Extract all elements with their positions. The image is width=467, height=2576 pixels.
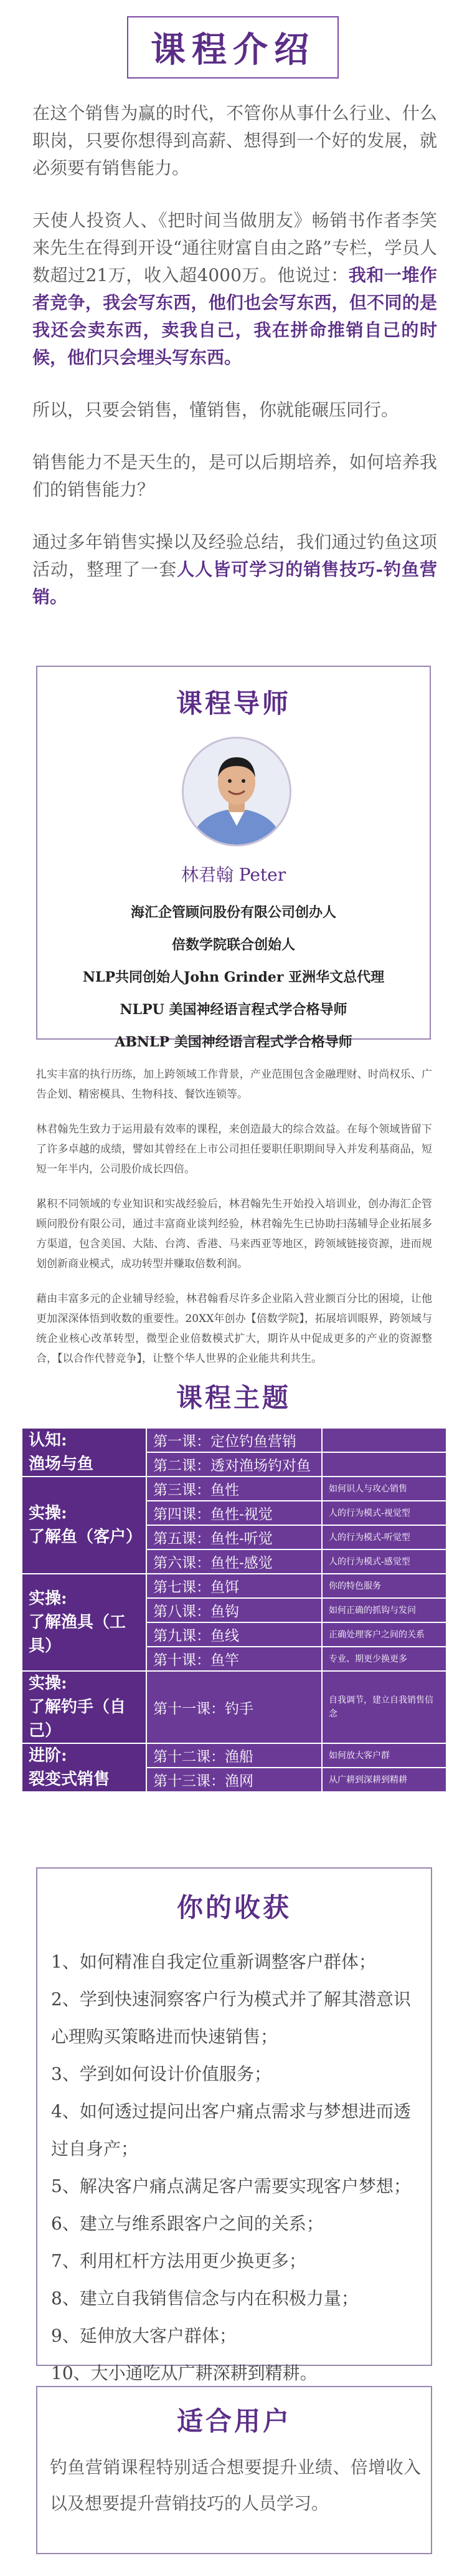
topic-row xyxy=(22,1671,446,1743)
tutor-section-title: 课程导师 xyxy=(176,688,291,719)
topic-lesson: 第十一课：钓手 xyxy=(146,1671,322,1743)
tutor-role: NLPU 美国神经语言程式学合格导师 xyxy=(120,1002,347,1018)
intro-paragraph-5 xyxy=(32,529,437,611)
topic-row xyxy=(22,1743,446,1768)
gain-item: 8、建立自我销售信念与内在积极力量； xyxy=(51,2288,359,2309)
topic-note: 专业、期更少换更多 xyxy=(322,1647,446,1671)
topic-category: 实操: 了解钓手（自己） xyxy=(22,1671,146,1743)
topic-lesson: 第十课：鱼竿 xyxy=(146,1647,322,1671)
gain-item: 10、大小通吃从广耕深耕到精耕。 xyxy=(51,2363,318,2383)
topic-lesson: 第七课：鱼饵 xyxy=(146,1574,322,1598)
avatar xyxy=(182,737,291,846)
intro-paragraph-2 xyxy=(32,207,437,371)
topic-note: 自我调节，建立自我销售信念 xyxy=(322,1671,446,1743)
topic-lesson: 第三课：鱼性 xyxy=(146,1477,322,1501)
topic-row xyxy=(22,1574,446,1598)
topic-note: 人的行为模式-听觉型 xyxy=(322,1525,446,1549)
gain-item: 3、学到如何设计价值服务； xyxy=(51,2064,271,2084)
intro-p2-highlight: 我和一堆作者竞争，我会写东西，他们也会写东西，但不同的是我还会卖东西，卖我自己，我在拼命推销自己的时候，他们只会埋头写东西。 xyxy=(32,265,437,368)
topic-lesson: 第五课：鱼性-听觉 xyxy=(146,1525,322,1549)
topic-lesson: 第九课：鱼线 xyxy=(146,1622,322,1647)
topic-lesson: 第二课：透对渔场钓对鱼 xyxy=(146,1452,322,1477)
bio-paragraph: 扎实丰富的执行历练，加上跨领域工作背景，产业范围包含金融理财、时尚权乐、广告企划、精密模具、生物科技、餐饮连锁等。 xyxy=(36,1068,432,1101)
gain-item: 4、如何透过提问出客户痛点需求与梦想进而透过自身产； xyxy=(51,2101,411,2159)
intro-section xyxy=(32,100,437,636)
topic-note: 人的行为模式-视觉型 xyxy=(322,1501,446,1525)
topics-table xyxy=(21,1427,447,1793)
intro-p5-highlight: 人人皆可学习的销售技巧-钓鱼营销。 xyxy=(32,559,437,607)
topic-row xyxy=(22,1477,446,1501)
topic-note: 你的特色服务 xyxy=(322,1574,446,1598)
topics-section-title: 课程主题 xyxy=(176,1382,291,1413)
audience-card xyxy=(36,2386,432,2554)
tutor-card xyxy=(36,666,431,1050)
intro-paragraph-1: 在这个销售为赢的时代，不管你从事什么行业、什么职岗，只要你想得到高薪、想得到一个好的发展，就必须要有销售能力。 xyxy=(32,103,437,178)
bio-paragraph: 林君翰先生致力于运用最有效率的课程，来创造最大的综合效益。在每个领域皆留下了许多卓越的成绩，譬如其曾经在上市公司担任要职任职期间导入并发利基商品，短短一年半内，公司股价成长四倍。 xyxy=(36,1123,432,1175)
gain-item: 5、解决客户痛点满足客户需要实现客户梦想； xyxy=(51,2176,411,2196)
topic-category: 认知: 渔场与鱼 xyxy=(22,1428,146,1477)
topic-note: 正确处理客户之间的关系 xyxy=(322,1622,446,1647)
gain-item: 2、学到快速洞察客户行为模式并了解其潜意识心理购买策略进而快速销售； xyxy=(51,1989,411,2047)
tutor-bio xyxy=(36,1065,432,1384)
tutor-role: ABNLP 美国神经语言程式学合格导师 xyxy=(115,1034,352,1050)
topic-note xyxy=(322,1428,446,1452)
topic-lesson: 第一课：定位钓鱼营销 xyxy=(146,1428,322,1452)
intro-p2-plain: 天使人投资人、《把时间当做朋友》畅销书作者李笑来先生在得到开设“通往财富自由之路”专栏，学员人数超过21万，收入超4000万。他说过： xyxy=(32,210,437,285)
topic-note: 从广耕到深耕到精耕 xyxy=(322,1768,446,1792)
page-title-box xyxy=(127,16,339,79)
tutor-role: 倍数学院联合创始人 xyxy=(171,937,295,953)
topic-lesson: 第八课：鱼钩 xyxy=(146,1598,322,1622)
tutor-name: 林君翰 Peter xyxy=(181,864,286,885)
tutor-role: 海汇企管顾问股份有限公司创办人 xyxy=(130,904,336,921)
topic-lesson: 第六课：鱼性-感觉 xyxy=(146,1549,322,1574)
intro-paragraph-3: 所以，只要会销售，懂销售，你就能碾压同行。 xyxy=(32,400,399,420)
gains-card xyxy=(36,1867,432,2383)
topic-category: 实操: 了解鱼（客户） xyxy=(22,1477,146,1574)
bio-paragraph: 累积不同领域的专业知识和实战经验后，林君翰先生开始投入培训业，创办海汇企管顾问股份有限公司，通过丰富商业谈判经验，林君翰先生已协助扫荡辅导企业拓展多方渠道，包含美国、大陆、台湾、香港、马来西亚等地区，跨领域链接资源，进而规划创新商业模式，成功转型并赚取倍数利润。 xyxy=(36,1198,432,1270)
tutor-roles xyxy=(37,896,430,1058)
intro-paragraph-4: 销售能力不是天生的，是可以后期培养，如何培养我们的销售能力？ xyxy=(32,452,437,500)
topic-category: 实操: 了解渔具（工具） xyxy=(22,1574,146,1671)
gains-section-title: 你的收获 xyxy=(176,1892,291,1923)
gain-item: 6、建立与维系跟客户之间的关系； xyxy=(51,2213,324,2234)
audience-text: 钓鱼营销课程特别适合想要提升业绩、倍增收入以及想要提升营销技巧的人员学习。 xyxy=(50,2457,421,2514)
gain-item: 9、延伸放大客户群体； xyxy=(51,2325,237,2346)
gains-list xyxy=(51,1943,418,2392)
tutor-role: NLP共同创始人John Grinder 亚洲华文总代理 xyxy=(82,969,385,985)
topic-note: 如何放大客户群 xyxy=(322,1743,446,1768)
topic-note: 如何识人与攻心销售 xyxy=(322,1477,446,1501)
audience-section-title: 适合用户 xyxy=(176,2406,291,2436)
topic-note xyxy=(322,1452,446,1477)
page-title: 课程介绍 xyxy=(151,29,315,70)
topic-lesson: 第十二课：渔船 xyxy=(146,1743,322,1768)
intro-p5-plain: 通过多年销售实操以及经验总结，我们通过钓鱼这项活动，整理了一套 xyxy=(32,532,437,580)
topic-lesson: 第十三课：渔网 xyxy=(146,1768,322,1792)
topic-note: 人的行为模式-感觉型 xyxy=(322,1549,446,1574)
bio-paragraph: 藉由丰富多元的企业辅导经验，林君翰看尽许多企业陷入营业额百分比的困境，让他更加深深体悟到收数的重要性。20XX年创办【倍数学院】，拓展培训眼界，跨领域与统企业核心改革转型，微型企业倍数模式扩大，期许从中促成更多的产业的资源整合，【以合作代替竞争】，让整个华人世界的企业能共利共生。 xyxy=(36,1293,432,1365)
topic-row xyxy=(22,1428,446,1452)
gain-item: 1、如何精准自我定位重新调整客户群体； xyxy=(51,1951,376,1972)
topic-note: 如何正确的抓钩与发问 xyxy=(322,1598,446,1622)
person-portrait-icon xyxy=(184,739,290,845)
gain-item: 7、利用杠杆方法用更少换更多； xyxy=(51,2251,306,2271)
topic-lesson: 第四课：鱼性-视觉 xyxy=(146,1501,322,1525)
topic-category: 进阶: 裂变式销售 xyxy=(22,1743,146,1792)
